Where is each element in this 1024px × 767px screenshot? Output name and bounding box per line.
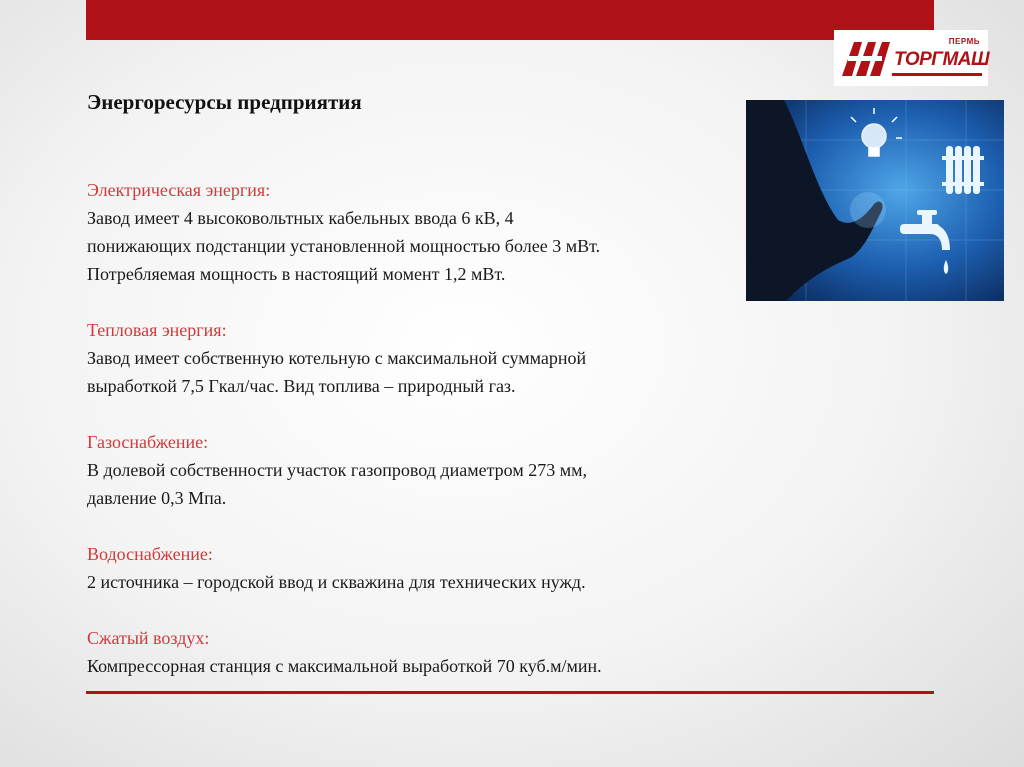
section-line: выработкой 7,5 Гкал/час. Вид топлива – природный газ. bbox=[87, 376, 516, 396]
section-line: В долевой собственности участок газопровод диаметром 273 мм, bbox=[87, 460, 588, 480]
section-line: 2 источника – городской ввод и скважина для технических нужд. bbox=[87, 572, 586, 592]
section-line: Потребляемая мощность в настоящий момент 1,2 мВт. bbox=[87, 264, 506, 284]
page-title: Энергоресурсы предприятия bbox=[87, 90, 362, 114]
section-gas bbox=[87, 428, 747, 512]
section-heading: Сжатый воздух: bbox=[87, 628, 210, 648]
energy-photo bbox=[746, 100, 1004, 301]
section-water bbox=[87, 540, 747, 596]
logo-underline bbox=[892, 73, 982, 76]
section-line: Завод имеет собственную котельную с максимальной суммарной bbox=[87, 348, 587, 368]
section-line: давление 0,3 Мпа. bbox=[87, 488, 227, 508]
resource-sections bbox=[87, 176, 747, 708]
section-heading: Газоснабжение: bbox=[87, 432, 209, 452]
section-line: понижающих подстанции установленной мощностью более 3 мВт. bbox=[87, 236, 601, 256]
section-heat bbox=[87, 316, 747, 400]
logo-city: ПЕРМЬ bbox=[948, 37, 980, 46]
section-electricity bbox=[87, 176, 747, 288]
section-line: Завод имеет 4 высоковольтных кабельных ввода 6 кВ, 4 bbox=[87, 208, 514, 228]
section-heading: Электрическая энергия: bbox=[87, 180, 271, 200]
company-logo bbox=[834, 30, 988, 86]
section-heading: Тепловая энергия: bbox=[87, 320, 227, 340]
bottom-rule bbox=[86, 691, 934, 694]
section-compressed-air bbox=[87, 624, 747, 680]
section-heading: Водоснабжение: bbox=[87, 544, 213, 564]
logo-name: ТОРГМАШ bbox=[894, 49, 990, 70]
section-line: Компрессорная станция с максимальной выработкой 70 куб.м/мин. bbox=[87, 656, 602, 676]
top-accent-bar bbox=[86, 0, 934, 40]
logo-mark-icon bbox=[840, 38, 892, 78]
